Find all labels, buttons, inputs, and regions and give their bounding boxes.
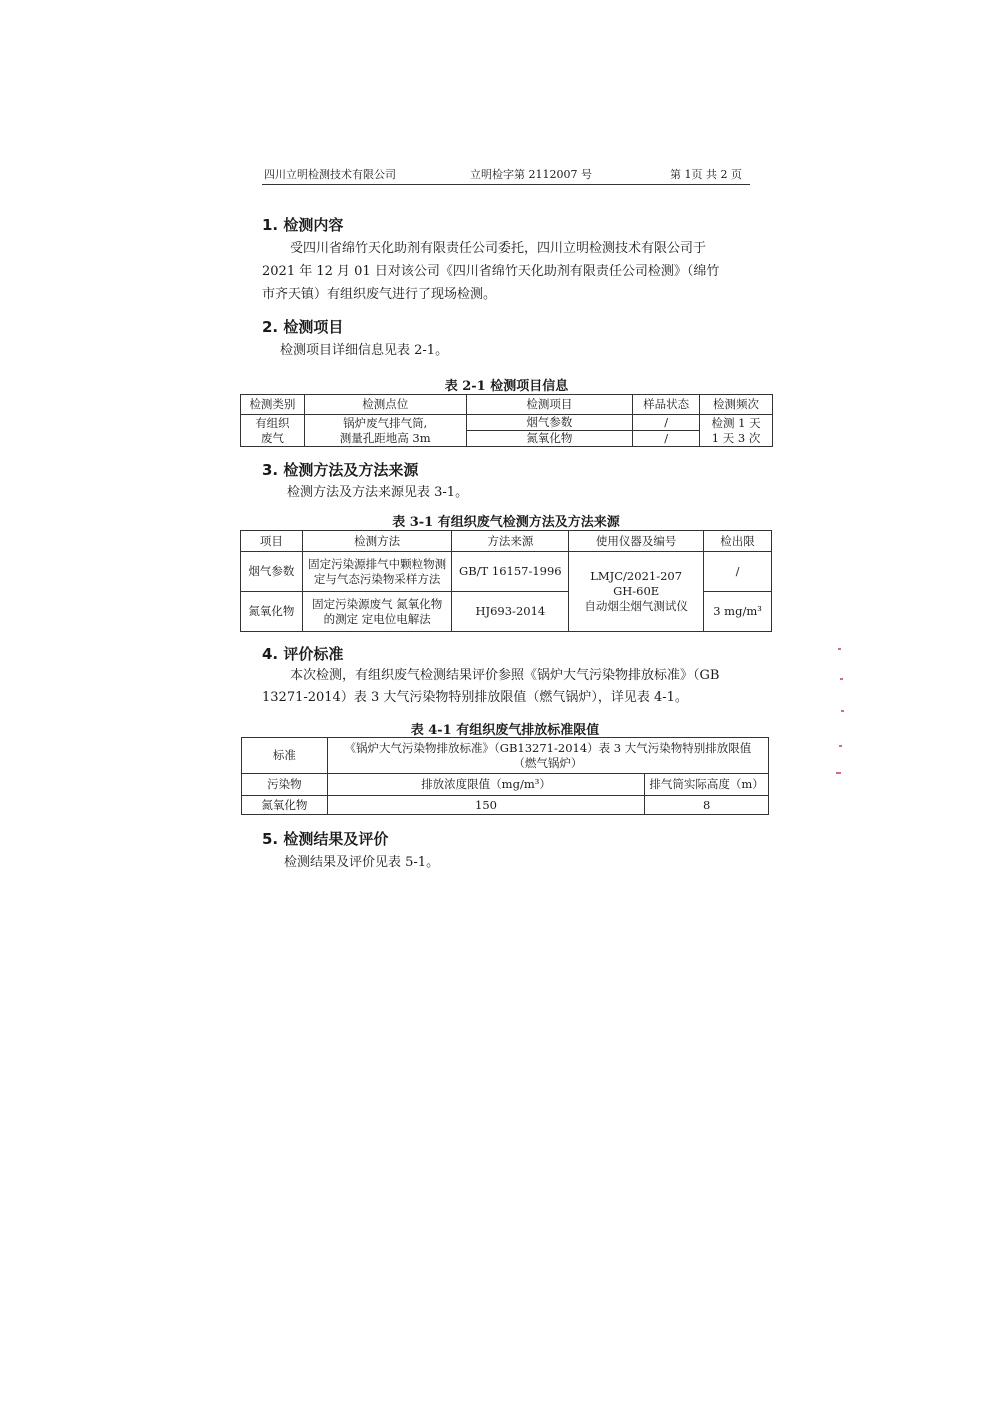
table-4-1-caption: 表 4-1 有组织废气排放标准限值 — [410, 723, 600, 738]
section-1-line-1: 受四川省绵竹天化助剂有限责任公司委托，四川立明检测技术有限公司于 — [290, 241, 707, 256]
section-2-title: 2. 检测项目 — [262, 318, 344, 336]
table-4-1-standard-text: 《锅炉大气污染物排放标准》（GB13271-2014）表 3 大气污染物特别排放限值 （燃气锅炉） — [327, 738, 768, 774]
section-1-title: 1. 检测内容 — [262, 216, 344, 234]
section-4-line-2: 13271-2014）表 3 大气污染物特别排放限值（燃气锅炉），详见表 4-1。 — [262, 690, 688, 705]
section-5-title: 5. 检测结果及评价 — [262, 830, 389, 848]
table-2-1-header: 样品状态 — [633, 395, 700, 415]
table-4-1-standard-label: 标准 — [242, 738, 328, 774]
section-3-title: 3. 检测方法及方法来源 — [262, 461, 419, 479]
table-3-1-header: 方法来源 — [452, 531, 569, 552]
table-3-1-limit: / — [704, 552, 772, 592]
table-2-1-item: 氮氧化物 — [466, 431, 633, 447]
table-3-1-source: GB/T 16157-1996 — [452, 552, 569, 592]
table-4-1-limit: 150 — [327, 796, 644, 815]
table-2-1-header: 检测频次 — [700, 395, 773, 415]
table-3-1-caption: 表 3-1 有组织废气检测方法及方法来源 — [392, 515, 620, 530]
table-3-1-header: 项目 — [241, 531, 303, 552]
company-name: 四川立明检测技术有限公司 — [264, 168, 396, 181]
section-1-line-2: 2021 年 12 月 01 日对该公司《四川省绵竹天化助剂有限责任公司检测》（绵竹 — [262, 264, 720, 279]
report-number: 立明检字第 2112007 号 — [470, 168, 592, 181]
table-3-1-instrument: LMJC/2021-207 GH-60E 自动烟尘烟气测试仪 — [569, 552, 704, 632]
section-4-title: 4. 评价标准 — [262, 645, 344, 663]
table-2-1-status: / — [633, 431, 700, 447]
table-4-1-height: 8 — [645, 796, 769, 815]
table-2-1-category: 有组织 废气 — [241, 415, 305, 447]
page-header — [262, 168, 750, 185]
section-5-text: 检测结果及评价见表 5-1。 — [284, 855, 440, 870]
table-4-1-header: 排气筒实际高度（m） — [645, 774, 769, 796]
table-2-1-header: 检测项目 — [466, 395, 633, 415]
table-2-1-point: 锅炉废气排气筒, 测量孔距地高 3m — [304, 415, 466, 447]
table-4-1-header: 污染物 — [242, 774, 328, 796]
section-4-line-1: 本次检测，有组织废气检测结果评价参照《锅炉大气污染物排放标准》（GB — [290, 668, 720, 683]
table-4-1 — [241, 737, 769, 815]
section-1-line-3: 市齐天镇）有组织废气进行了现场检测。 — [262, 287, 497, 302]
table-2-1-header: 检测类别 — [241, 395, 305, 415]
page-number: 第 1页 共 2 页 — [670, 168, 742, 181]
table-2-1-status: / — [633, 415, 700, 431]
table-3-1-header: 使用仪器及编号 — [569, 531, 704, 552]
table-3-1-method: 固定污染源排气中颗粒物测 定与气态污染物采样方法 — [302, 552, 452, 592]
table-3-1-header: 检测方法 — [302, 531, 452, 552]
table-2-1-caption: 表 2-1 检测项目信息 — [444, 379, 569, 394]
table-3-1 — [240, 530, 772, 632]
table-2-1-item: 烟气参数 — [466, 415, 633, 431]
table-2-1-header: 检测点位 — [304, 395, 466, 415]
table-3-1-source: HJ693-2014 — [452, 592, 569, 632]
section-2-text: 检测项目详细信息见表 2-1。 — [280, 343, 449, 358]
section-3-text: 检测方法及方法来源见表 3-1。 — [287, 485, 469, 500]
table-3-1-method: 固定污染源废气 氮氧化物 的测定 定电位电解法 — [302, 592, 452, 632]
table-3-1-header: 检出限 — [704, 531, 772, 552]
table-3-1-item: 氮氧化物 — [241, 592, 303, 632]
table-2-1 — [240, 394, 773, 447]
table-4-1-header: 排放浓度限值（mg/m³） — [327, 774, 644, 796]
table-3-1-item: 烟气参数 — [241, 552, 303, 592]
table-2-1-frequency: 检测 1 天 1 天 3 次 — [700, 415, 773, 447]
table-3-1-limit: 3 mg/m³ — [704, 592, 772, 632]
table-4-1-pollutant: 氮氧化物 — [242, 796, 328, 815]
